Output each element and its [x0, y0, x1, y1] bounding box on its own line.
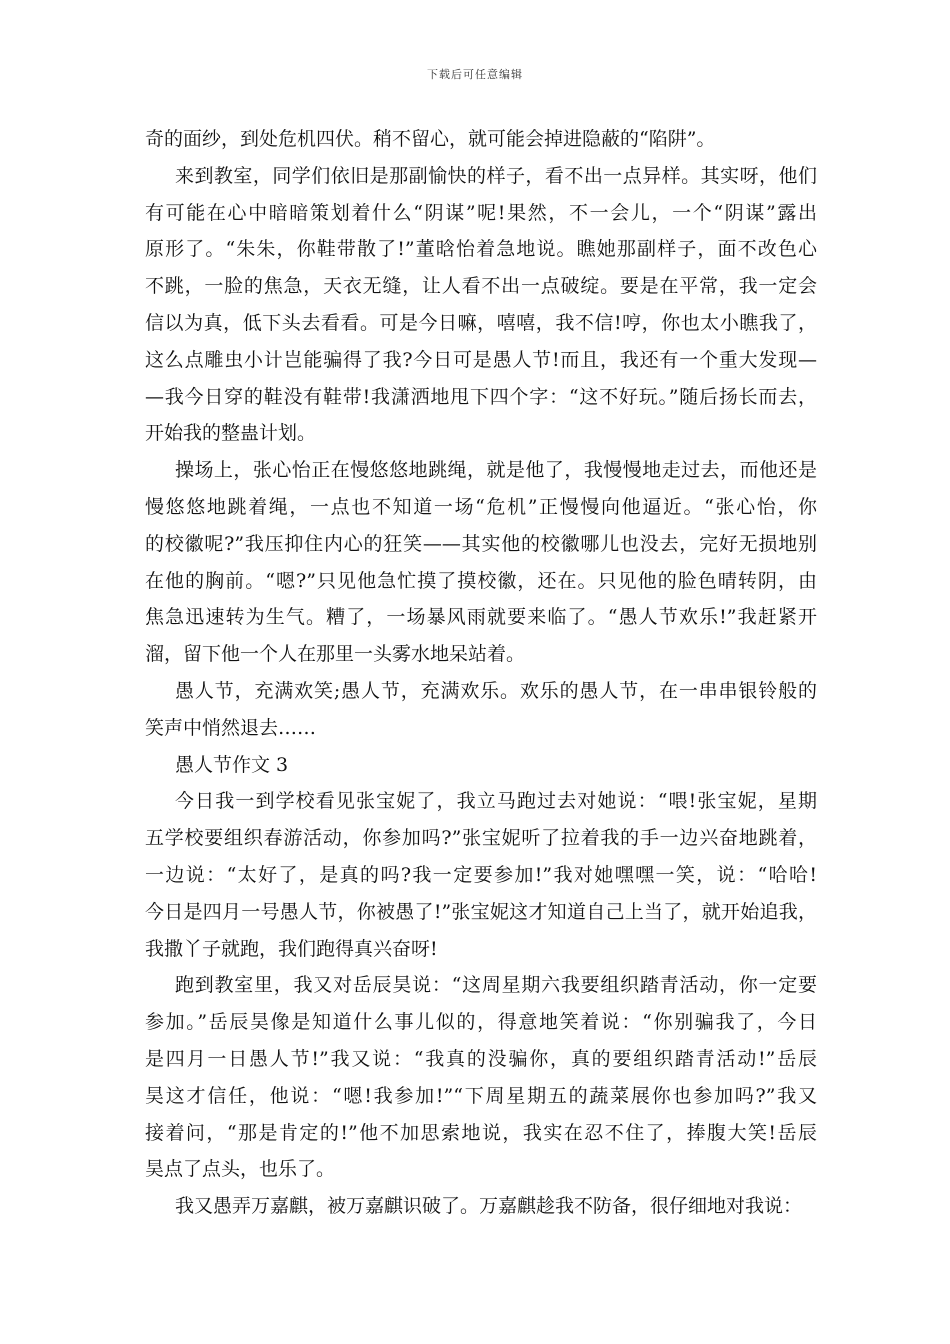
text-line: 操场上，张心怡正在慢悠悠地跳绳，就是他了，我慢慢地走过去，而他还是 [175, 459, 817, 482]
text-line: 有可能在心中暗暗策划着什么“阴谋”呢!果然，不一会儿，一个“阴谋”露出 [145, 201, 817, 224]
text-line: 的校徽呢?”我压抑住内心的狂笑——其实他的校徽哪儿也没去，完好无损地别 [145, 532, 817, 555]
text-line: 慢悠悠地跳着绳，一点也不知道一场“危机”正慢慢向他逼近。“张心怡，你 [145, 495, 817, 518]
text-line: 跑到教室里，我又对岳辰昊说：“这周星期六我要组织踏青活动，你一定要 [175, 974, 817, 997]
text-line: 参加。”岳辰昊像是知道什么事儿似的，得意地笑着说：“你别骗我了，今日 [145, 1011, 817, 1034]
text-line: 是四月一日愚人节!”我又说：“我真的没骗你，真的要组织踏青活动!”岳辰 [145, 1047, 817, 1070]
text-line: 昊点了点头，也乐了。 [145, 1158, 336, 1181]
text-line: 愚人节，充满欢笑;愚人节，充满欢乐。欢乐的愚人节，在一串串银铃般的 [175, 679, 817, 702]
text-line: 昊这才信任，他说：“嗯!我参加!”“下周星期五的蔬菜展你也参加吗?”我又 [145, 1084, 817, 1107]
text-line: 我又愚弄万嘉麒，被万嘉麒识破了。万嘉麒趁我不防备，很仔细地对我说： [175, 1195, 803, 1218]
text-line: —我今日穿的鞋没有鞋带!我潇洒地甩下四个字：“这不好玩。”随后扬长而去， [145, 385, 817, 408]
text-line: 一边说：“太好了，是真的吗?我一定要参加!”我对她嘿嘿一笑，说：“哈哈! [145, 863, 817, 886]
text-line: 接着问，“那是肯定的!”他不加思索地说，我实在忍不住了，捧腹大笑!岳辰 [145, 1121, 817, 1144]
text-line: 信以为真，低下头去看看。可是今日嘛，嘻嘻，我不信!哼，你也太小瞧我了， [145, 311, 817, 334]
text-line: 奇的面纱，到处危机四伏。稍不留心，就可能会掉进隐蔽的“陷阱”。 [145, 128, 716, 150]
text-line: 开始我的整蛊计划。 [145, 422, 317, 445]
text-line: 今日是四月一号愚人节，你被愚了!”张宝妮这才知道自己上当了，就开始追我， [145, 900, 817, 923]
text-line: 原形了。“朱朱，你鞋带散了!”董晗怡着急地说。瞧她那副样子，面不改色心 [145, 238, 817, 261]
text-line: 不跳，一脸的焦急，天衣无缝，让人看不出一点破绽。要是在平常，我一定会 [145, 275, 817, 298]
text-line: 笑声中悄然退去…… [145, 716, 317, 739]
text-line: 焦急迅速转为生气。糟了，一场暴风雨就要来临了。“愚人节欢乐!”我赶紧开 [145, 606, 817, 629]
text-line: 在他的胸前。“嗯?”只见他急忙摸了摸校徽，还在。只见他的脸色晴转阴，由 [145, 569, 817, 592]
text-line: 这么点雕虫小计岂能骗得了我?今日可是愚人节!而且，我还有一个重大发现— [145, 348, 817, 371]
text-line: 溜，留下他一个人在那里一头雾水地呆站着。 [145, 643, 526, 666]
text-line: 愚人节作文 3 [175, 753, 289, 776]
text-line: 五学校要组织春游活动，你参加吗?”张宝妮听了拉着我的手一边兴奋地跳着， [145, 827, 817, 850]
text-line: 来到教室，同学们依旧是那副愉快的样子，看不出一点异样。其实呀，他们 [175, 164, 817, 187]
text-line: 我撒丫子就跑，我们跑得真兴奋呀! [145, 937, 438, 960]
page-header: 下载后可任意编辑 [427, 68, 523, 81]
text-line: 今日我一到学校看见张宝妮了，我立马跑过去对她说：“喂!张宝妮，星期 [175, 790, 817, 813]
document-body [145, 121, 817, 1225]
